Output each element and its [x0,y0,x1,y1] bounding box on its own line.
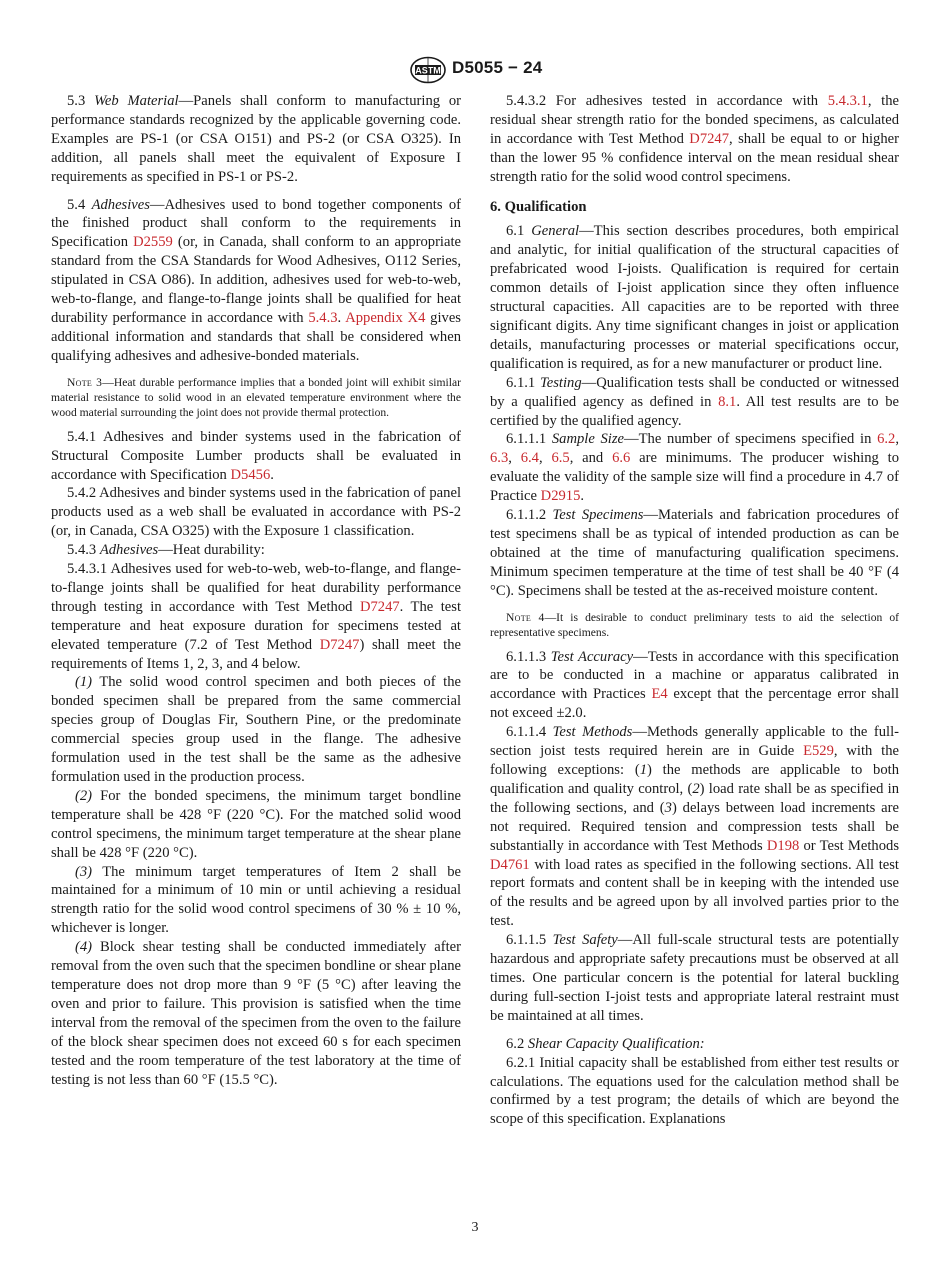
section-5-4-3-1: 5.4.3.1 Adhesives used for web-to-web, web-to-flange, and flange-to-flange joints shall be qualified for heat durability performance through testing in accordance with Test Method D7247. The test temperature and heat exposure duration for specimens tested at elevated temperature (7.2 of Test Method D7247) shall meet the requirements of Items 1, 2, 3, and 4 below. [51,561,462,672]
section-5-4-3: 5.4.3 Adhesives—Heat durability: [67,542,265,559]
section-6-1-1-3: 6.1.1.3 Test Accuracy—Tests in accordance with this specification are to be conducted in a machine or apparatus calibrated in accordance with Practices E4 except that the percentage error shall not exceed ±2.0. [490,648,899,722]
right-column [490,92,899,1129]
section-6-2-1: 6.2.1 Initial capacity shall be established from either test results or calculations. The equations used for the calculation method shall be confirmed by a test program; the details of which are beyond the scope of this specification. Explanations [490,1054,899,1128]
ref-link[interactable]: D7247 [689,130,730,147]
section-6-1: 6.1 General—This section describes procedures, both empirical and analytic, for initial qualification of the structural capacities of prefabricated wood I-joists. Qualification is required for certain common details of I-joist application since they often influence structural capacities. All capacities are to be reported with three significant digits. Any time significant changes in joist or application details, manufacturing processes or material specifications occur, qualification is required, as for a new manufacturer or product line. [490,223,899,372]
ref-link[interactable]: D4761 [490,856,530,873]
section-6-1-1: 6.1.1 Testing—Qualification tests shall be conducted or witnessed by a qualified agency as defined in 8.1. All test results are to be certified by the qualified agency. [490,374,899,429]
section-6-2: 6.2 Shear Capacity Qualification: [506,1035,705,1052]
ref-link[interactable]: Appendix X4 [345,309,426,326]
item-3: (3) The minimum target temperatures of Item 2 shall be maintained for a minimum of 10 min or until achieving a residual strength ratio for the solid wood control specimens of 30 % ± 10 %, whichever is longer. [51,863,461,937]
ref-link[interactable]: 6.4 [520,450,539,467]
page-header [0,56,950,86]
ref-link[interactable]: 6.5 [551,450,570,467]
left-column [51,92,461,1089]
section-5-4-3-2: 5.4.3.2 For adhesives tested in accordance with 5.4.3.1, the residual shear strength ratio for the bonded specimens, as calculated in accordance with Test Method D7247, shall be equal to or higher than the lower 95 % confidence interval on the mean residual shear strength ratio for the solid wood control specimens. [490,93,899,185]
section-6-1-1-4: 6.1.1.4 Test Methods—Methods generally applicable to the full-section joist tests required herein are in Guide E529, with the following exceptions: (1) the methods are applicable to both qualification and quality control, (2) load rate shall be as specified in the following sections, and (3) delays between load increments are not required. Required tension and compression tests shall be substantially in accordance with Test Methods D198 or Test Methods D4761 with load rates as specified in the following sections. All test report formats and content shall be in keeping with the intended use of the results and be agreed upon by all involved parties prior to the test. [490,724,900,930]
ref-link[interactable]: E4 [651,686,668,703]
page-number: 3 [471,1220,479,1235]
section-5-4-2: 5.4.2 Adhesives and binder systems used in the fabrication of panel products used as a web shall be evaluated in accordance with PS-2 (or, in Canada, CSA O325) with the Exposure 1 classification. [51,485,461,540]
ref-link[interactable]: D7247 [319,636,360,653]
item-4: (4) Block shear testing shall be conducted immediately after removal from the oven such that the specimen bondline or shear plane temperature does not drop more than 9 °F (5 °C) after leaving the oven and prior to failure. This provision is satisfied when the time interval from the removal of the specimen from the oven to the failure of the block shear specimen does not exceed 60 s for each specimen tested and the room temperature of the test laboratory at the time of testing is not less than 60 °F (15.5 °C). [51,939,461,1088]
ref-link[interactable]: 5.4.3 [308,309,338,326]
svg-text:ASTM: ASTM [415,65,441,76]
ref-link[interactable]: D5456 [230,466,271,483]
item-1: (1) The solid wood control specimen and both pieces of the bonded specimen shall be prepared from the same commercial species group of Douglas Fir, Southern Pine, or the predominate commercial species group used in the flange. The adhesive formulation used in the test shall be the same as the adhesive formulation used in the production process. [51,674,461,785]
section-6-1-1-1: 6.1.1.1 Sample Size—The number of specimens specified in 6.2, 6.3, 6.4, 6.5, and 6.6 are minimums. The producer wishing to evaluate the validity of the sample size will find a procedure in 4.7 of Practice D2915. [490,431,900,505]
ref-link[interactable]: E529 [803,743,834,760]
ref-link[interactable]: D7247 [359,598,400,615]
ref-link[interactable]: 8.1 [718,393,737,410]
ref-link[interactable]: D2915 [540,488,581,505]
note-4: Note 4—It is desirable to conduct preliminary tests to aid the selection of representative specimens. [490,610,900,639]
document-designation: D5055 − 24 [452,58,543,77]
note-3: Note 3—Heat durable performance implies that a bonded joint will exhibit similar material resistance to solid wood in an elevated temperature environment where the wood material surrounding the joint does not provide thermal protection. [51,375,461,419]
section-6-1-1-5: 6.1.1.5 Test Safety—All full-scale structural tests are potentially hazardous and appropriate safety precautions must be observed at all times. One particular concern is the potential for lateral buckling during full-section I-joist tests and appropriate lateral restraint must be maintained at all times. [490,932,900,1024]
section-6-1-1-2: 6.1.1.2 Test Specimens—Materials and fabrication procedures of test specimens shall be as typical of intended production as can be obtained at the time of manufacturing qualification specimens. Minimum specimen temperature at the time of test shall be 40 °F (4 °C). Specimens shall be tested at the as-received moisture content. [490,507,899,599]
item-2: (2) For the bonded specimens, the minimum target bondline temperature shall be 428 °F (220 °C). For the matched solid wood control specimens, the minimum target temperature at the shear plane shall be 428 °F (220 °C). [51,787,461,861]
section-5-4: 5.4 Adhesives—Adhesives used to bond together components of the finished product shall conform to the requirements in Specification D2559 (or, in Canada, shall conform to an appropriate standard from the CSA Standards for Wood Adhesives, O112 Series, stipulated in CSA O86). In addition, adhesives used for web-to-web, web-to-flange, and flange-to-flange joints shall be qualified for heat durability performance in accordance with 5.4.3. Appendix X4 gives additional information and standards that shall be considered when qualifying adhesives and adhesive-bonded materials. [51,196,461,364]
ref-link[interactable]: 6.6 [612,450,631,467]
astm-logo-icon [409,56,447,84]
ref-link[interactable]: 6.2 [877,431,896,448]
ref-link[interactable]: D198 [766,837,800,854]
section-heading-qualification: 6. Qualification [490,198,587,215]
section-5-4-1: 5.4.1 Adhesives and binder systems used in the fabrication of Structural Composite Lumber products shall be evaluated in accordance with Specification D5456. [51,428,461,483]
ref-link[interactable]: 5.4.3.1 [827,93,868,109]
ref-link[interactable]: D2559 [133,234,173,251]
ref-link[interactable]: 6.3 [490,450,509,467]
section-5-3: 5.3 Web Material—Panels shall conform to manufacturing or performance standards recognized by the applicable governing code. Examples are PS-1 (or CSA O151) and PS-2 (or CSA O325). In addition, all panels shall meet the equivalent of Exposure I requirements as specified in PS-1 or PS-2. [51,93,462,185]
